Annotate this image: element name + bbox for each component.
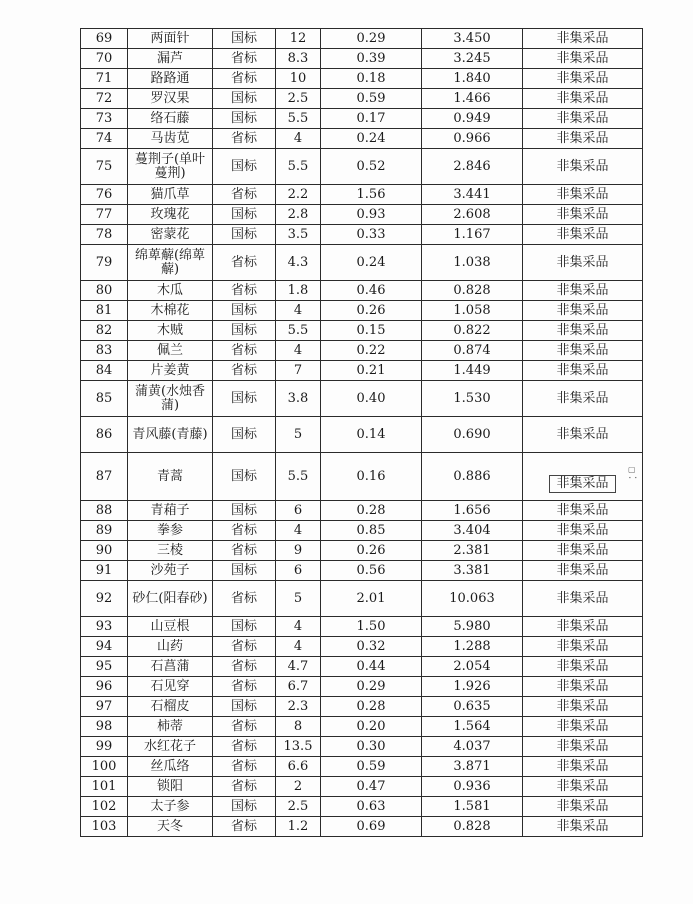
- cell-no: 90: [81, 541, 128, 561]
- table-row: [81, 657, 643, 677]
- cell-std: 国标: [213, 89, 276, 109]
- table-row: [81, 341, 643, 361]
- cell-w: 5.5: [276, 109, 321, 129]
- cell-p1: 0.56: [321, 561, 422, 581]
- cell-p1: 0.15: [321, 321, 422, 341]
- cell-cat: 非集采品: [523, 521, 643, 541]
- cell-p2: 3.871: [422, 757, 523, 777]
- cell-no: 70: [81, 49, 128, 69]
- cell-w: 1.2: [276, 817, 321, 837]
- cell-no: 93: [81, 617, 128, 637]
- cell-no: 91: [81, 561, 128, 581]
- cell-w: 5: [276, 581, 321, 617]
- cell-p2: 3.404: [422, 521, 523, 541]
- cell-no: 79: [81, 245, 128, 281]
- cell-cat: 非集采品: [523, 361, 643, 381]
- cell-std: 省标: [213, 541, 276, 561]
- cell-no: 103: [81, 817, 128, 837]
- cell-name: 漏芦: [128, 49, 213, 69]
- cell-no: 73: [81, 109, 128, 129]
- cell-w: 4: [276, 521, 321, 541]
- table-row: [81, 225, 643, 245]
- cell-p1: 2.01: [321, 581, 422, 617]
- cell-name: 石榴皮: [128, 697, 213, 717]
- cell-no: 80: [81, 281, 128, 301]
- cell-std: 省标: [213, 185, 276, 205]
- cell-std: 国标: [213, 321, 276, 341]
- cell-w: 2.3: [276, 697, 321, 717]
- cell-w: 2.2: [276, 185, 321, 205]
- table-row: [81, 617, 643, 637]
- cell-p2: 0.949: [422, 109, 523, 129]
- cell-w: 4.7: [276, 657, 321, 677]
- table-row: [81, 129, 643, 149]
- cell-cat: 非集采品: [523, 69, 643, 89]
- cell-name: 拳参: [128, 521, 213, 541]
- cell-w: 4: [276, 637, 321, 657]
- cell-p2: 10.063: [422, 581, 523, 617]
- cell-w: 4.3: [276, 245, 321, 281]
- cell-p2: 1.926: [422, 677, 523, 697]
- cell-std: 省标: [213, 245, 276, 281]
- cell-w: 2.8: [276, 205, 321, 225]
- cell-name: 锁阳: [128, 777, 213, 797]
- cell-p2: 1.656: [422, 501, 523, 521]
- cell-name: 青风藤(青藤): [128, 417, 213, 453]
- cell-name: 马齿苋: [128, 129, 213, 149]
- cell-p1: 0.69: [321, 817, 422, 837]
- cell-name: 路路通: [128, 69, 213, 89]
- cell-p2: 1.840: [422, 69, 523, 89]
- cell-p2: 1.530: [422, 381, 523, 417]
- cell-cat: 非集采品: [523, 541, 643, 561]
- table-row: [81, 581, 643, 617]
- cell-cat: 非集采品: [523, 797, 643, 817]
- cell-std: 省标: [213, 717, 276, 737]
- cell-w: 5.5: [276, 453, 321, 501]
- cell-cat: 非集采品: [523, 29, 643, 49]
- table-row: [81, 453, 643, 501]
- cell-w: 6: [276, 501, 321, 521]
- cell-w: 13.5: [276, 737, 321, 757]
- cell-no: 83: [81, 341, 128, 361]
- cell-name: 石菖蒲: [128, 657, 213, 677]
- cell-p1: 0.18: [321, 69, 422, 89]
- cell-cat: 非集采品: [523, 185, 643, 205]
- cell-cat: 非集采品: [523, 657, 643, 677]
- cell-p2: 4.037: [422, 737, 523, 757]
- cell-std: 省标: [213, 129, 276, 149]
- cell-p1: 0.33: [321, 225, 422, 245]
- cell-cat: 非集采品: [523, 561, 643, 581]
- cell-name: 木棉花: [128, 301, 213, 321]
- table-row: [81, 69, 643, 89]
- cell-name: 玫瑰花: [128, 205, 213, 225]
- cell-std: 省标: [213, 657, 276, 677]
- cell-no: 72: [81, 89, 128, 109]
- cell-std: 国标: [213, 205, 276, 225]
- cell-p1: 0.46: [321, 281, 422, 301]
- cell-p1: 0.40: [321, 381, 422, 417]
- cell-cat: 非集采品: [523, 737, 643, 757]
- cell-std: 省标: [213, 777, 276, 797]
- cell-std: 省标: [213, 69, 276, 89]
- scan-mark: ▢ ⠂⠂: [628, 465, 640, 483]
- table-row: [81, 677, 643, 697]
- cell-name: 沙苑子: [128, 561, 213, 581]
- table-row: [81, 737, 643, 757]
- cell-std: 省标: [213, 677, 276, 697]
- table-body: [81, 29, 643, 837]
- cell-name: 蒲黄(水烛香蒲): [128, 381, 213, 417]
- cell-p2: 2.054: [422, 657, 523, 677]
- cell-w: 8.3: [276, 49, 321, 69]
- cell-p2: 3.381: [422, 561, 523, 581]
- cell-std: 国标: [213, 109, 276, 129]
- cell-cat: 非集采品: [523, 697, 643, 717]
- cell-no: 77: [81, 205, 128, 225]
- table-row: [81, 777, 643, 797]
- cell-w: 6: [276, 561, 321, 581]
- cell-p1: 0.52: [321, 149, 422, 185]
- cell-no: 85: [81, 381, 128, 417]
- table-row: [81, 245, 643, 281]
- cell-p2: 2.608: [422, 205, 523, 225]
- cell-no: 101: [81, 777, 128, 797]
- cell-name: 山豆根: [128, 617, 213, 637]
- cell-cat: 非集采品: [523, 129, 643, 149]
- cell-p2: 1.564: [422, 717, 523, 737]
- cell-cat: 非集采品: [523, 89, 643, 109]
- cell-p2: 0.966: [422, 129, 523, 149]
- cell-std: 国标: [213, 149, 276, 185]
- cell-name: 太子参: [128, 797, 213, 817]
- cell-p2: 1.449: [422, 361, 523, 381]
- cell-cat: 非集采品: [523, 617, 643, 637]
- cell-name: 三棱: [128, 541, 213, 561]
- cell-no: 92: [81, 581, 128, 617]
- cell-std: 国标: [213, 797, 276, 817]
- cell-w: 2.5: [276, 797, 321, 817]
- table-row: [81, 521, 643, 541]
- table-row: [81, 561, 643, 581]
- cell-p2: 1.581: [422, 797, 523, 817]
- cell-p1: 0.14: [321, 417, 422, 453]
- cell-no: 98: [81, 717, 128, 737]
- cell-cat: 非集采品: [523, 245, 643, 281]
- cell-p2: 0.886: [422, 453, 523, 501]
- cell-std: 省标: [213, 521, 276, 541]
- cell-std: 省标: [213, 281, 276, 301]
- cell-no: 94: [81, 637, 128, 657]
- cell-name: 木贼: [128, 321, 213, 341]
- table-row: [81, 321, 643, 341]
- cell-no: 84: [81, 361, 128, 381]
- cell-w: 2: [276, 777, 321, 797]
- cell-name: 青蒿: [128, 453, 213, 501]
- cell-p1: 0.26: [321, 301, 422, 321]
- cell-no: 95: [81, 657, 128, 677]
- cell-cat: 非集采品: [523, 301, 643, 321]
- cell-w: 4: [276, 341, 321, 361]
- table-row: [81, 361, 643, 381]
- cell-cat: 非集采品: [523, 581, 643, 617]
- table-row: [81, 281, 643, 301]
- table-row: [81, 109, 643, 129]
- cell-p1: 0.29: [321, 677, 422, 697]
- cell-cat-boxed: 非集采品: [549, 475, 615, 493]
- cell-std: 国标: [213, 225, 276, 245]
- cell-std: 省标: [213, 757, 276, 777]
- cell-w: 3.5: [276, 225, 321, 245]
- cell-w: 10: [276, 69, 321, 89]
- table-row: [81, 541, 643, 561]
- cell-cat: 非集采品: [523, 637, 643, 657]
- cell-cat: 非集采品: [523, 417, 643, 453]
- cell-std: 国标: [213, 29, 276, 49]
- table-row: [81, 637, 643, 657]
- cell-w: 5.5: [276, 149, 321, 185]
- cell-w: 6.7: [276, 677, 321, 697]
- cell-cat: [523, 453, 643, 501]
- cell-p1: 0.16: [321, 453, 422, 501]
- cell-name: 柿蒂: [128, 717, 213, 737]
- cell-w: 5: [276, 417, 321, 453]
- cell-name: 砂仁(阳春砂): [128, 581, 213, 617]
- cell-std: 国标: [213, 381, 276, 417]
- cell-cat: 非集采品: [523, 149, 643, 185]
- cell-cat: 非集采品: [523, 817, 643, 837]
- cell-w: 12: [276, 29, 321, 49]
- cell-std: 国标: [213, 561, 276, 581]
- table-row: [81, 697, 643, 717]
- cell-name: 山药: [128, 637, 213, 657]
- cell-no: 86: [81, 417, 128, 453]
- cell-cat: 非集采品: [523, 321, 643, 341]
- table-row: [81, 817, 643, 837]
- cell-std: 省标: [213, 581, 276, 617]
- table-row: [81, 381, 643, 417]
- cell-p2: 0.828: [422, 281, 523, 301]
- cell-w: 6.6: [276, 757, 321, 777]
- cell-cat: 非集采品: [523, 381, 643, 417]
- cell-std: 省标: [213, 361, 276, 381]
- cell-p2: 3.245: [422, 49, 523, 69]
- cell-no: 69: [81, 29, 128, 49]
- cell-std: 省标: [213, 817, 276, 837]
- cell-cat: 非集采品: [523, 49, 643, 69]
- cell-p2: 1.288: [422, 637, 523, 657]
- table-row: [81, 501, 643, 521]
- cell-p1: 0.47: [321, 777, 422, 797]
- cell-p1: 0.85: [321, 521, 422, 541]
- table-row: [81, 185, 643, 205]
- cell-std: 省标: [213, 737, 276, 757]
- table-row: [81, 797, 643, 817]
- cell-p1: 0.39: [321, 49, 422, 69]
- cell-p2: 2.381: [422, 541, 523, 561]
- cell-no: 82: [81, 321, 128, 341]
- cell-p2: 1.058: [422, 301, 523, 321]
- cell-name: 罗汉果: [128, 89, 213, 109]
- cell-p1: 0.22: [321, 341, 422, 361]
- cell-name: 天冬: [128, 817, 213, 837]
- table-row: [81, 29, 643, 49]
- cell-name: 两面针: [128, 29, 213, 49]
- cell-p1: 0.30: [321, 737, 422, 757]
- cell-cat: 非集采品: [523, 777, 643, 797]
- cell-p1: 0.17: [321, 109, 422, 129]
- cell-std: 国标: [213, 617, 276, 637]
- cell-p1: 0.29: [321, 29, 422, 49]
- table-row: [81, 301, 643, 321]
- cell-std: 国标: [213, 301, 276, 321]
- cell-p1: 1.56: [321, 185, 422, 205]
- cell-name: 绵萆薢(绵萆薢): [128, 245, 213, 281]
- cell-p1: 0.20: [321, 717, 422, 737]
- cell-w: 8: [276, 717, 321, 737]
- cell-std: 国标: [213, 417, 276, 453]
- cell-p2: 1.167: [422, 225, 523, 245]
- cell-cat: 非集采品: [523, 281, 643, 301]
- cell-no: 81: [81, 301, 128, 321]
- table-row: [81, 717, 643, 737]
- cell-no: 71: [81, 69, 128, 89]
- cell-name: 络石藤: [128, 109, 213, 129]
- cell-name: 猫爪草: [128, 185, 213, 205]
- cell-cat: 非集采品: [523, 341, 643, 361]
- cell-cat: 非集采品: [523, 501, 643, 521]
- cell-name: 水红花子: [128, 737, 213, 757]
- cell-p1: 0.21: [321, 361, 422, 381]
- cell-std: 省标: [213, 49, 276, 69]
- cell-p1: 0.59: [321, 757, 422, 777]
- cell-std: 省标: [213, 341, 276, 361]
- cell-w: 9: [276, 541, 321, 561]
- cell-w: 2.5: [276, 89, 321, 109]
- cell-name: 佩兰: [128, 341, 213, 361]
- cell-w: 4: [276, 301, 321, 321]
- cell-no: 76: [81, 185, 128, 205]
- cell-p2: 1.038: [422, 245, 523, 281]
- cell-cat: 非集采品: [523, 205, 643, 225]
- cell-p1: 1.50: [321, 617, 422, 637]
- cell-p1: 0.24: [321, 129, 422, 149]
- cell-no: 75: [81, 149, 128, 185]
- cell-cat: 非集采品: [523, 717, 643, 737]
- cell-p1: 0.59: [321, 89, 422, 109]
- table-row: [81, 89, 643, 109]
- cell-no: 74: [81, 129, 128, 149]
- cell-no: 96: [81, 677, 128, 697]
- cell-no: 99: [81, 737, 128, 757]
- cell-p2: 0.874: [422, 341, 523, 361]
- cell-name: 片姜黄: [128, 361, 213, 381]
- table-row: [81, 149, 643, 185]
- cell-p2: 0.822: [422, 321, 523, 341]
- cell-w: 4: [276, 129, 321, 149]
- cell-no: 102: [81, 797, 128, 817]
- cell-p2: 2.846: [422, 149, 523, 185]
- cell-no: 89: [81, 521, 128, 541]
- cell-name: 丝瓜络: [128, 757, 213, 777]
- cell-w: 4: [276, 617, 321, 637]
- cell-no: 100: [81, 757, 128, 777]
- cell-p1: 0.26: [321, 541, 422, 561]
- cell-name: 密蒙花: [128, 225, 213, 245]
- cell-w: 1.8: [276, 281, 321, 301]
- cell-w: 3.8: [276, 381, 321, 417]
- cell-p1: 0.44: [321, 657, 422, 677]
- cell-w: 5.5: [276, 321, 321, 341]
- cell-p1: 0.28: [321, 697, 422, 717]
- cell-name: 石见穿: [128, 677, 213, 697]
- cell-no: 78: [81, 225, 128, 245]
- table-row: [81, 49, 643, 69]
- cell-p2: 0.690: [422, 417, 523, 453]
- cell-w: 7: [276, 361, 321, 381]
- table-row: [81, 417, 643, 453]
- table-row: [81, 205, 643, 225]
- cell-std: 国标: [213, 453, 276, 501]
- cell-p2: 1.466: [422, 89, 523, 109]
- cell-p2: 0.828: [422, 817, 523, 837]
- herb-price-table: [80, 28, 643, 837]
- cell-cat: 非集采品: [523, 677, 643, 697]
- cell-p2: 3.450: [422, 29, 523, 49]
- cell-name: 蔓荆子(单叶蔓荆): [128, 149, 213, 185]
- cell-no: 88: [81, 501, 128, 521]
- cell-name: 木瓜: [128, 281, 213, 301]
- cell-cat: 非集采品: [523, 757, 643, 777]
- cell-p1: 0.24: [321, 245, 422, 281]
- cell-std: 国标: [213, 501, 276, 521]
- cell-std: 省标: [213, 637, 276, 657]
- cell-p1: 0.93: [321, 205, 422, 225]
- cell-p1: 0.63: [321, 797, 422, 817]
- cell-name: 青葙子: [128, 501, 213, 521]
- cell-p2: 0.635: [422, 697, 523, 717]
- cell-std: 国标: [213, 697, 276, 717]
- cell-cat: 非集采品: [523, 225, 643, 245]
- cell-no: 97: [81, 697, 128, 717]
- cell-no: 87: [81, 453, 128, 501]
- cell-cat: 非集采品: [523, 109, 643, 129]
- cell-p2: 0.936: [422, 777, 523, 797]
- cell-p2: 5.980: [422, 617, 523, 637]
- cell-p2: 3.441: [422, 185, 523, 205]
- cell-p1: 0.28: [321, 501, 422, 521]
- table-row: [81, 757, 643, 777]
- cell-p1: 0.32: [321, 637, 422, 657]
